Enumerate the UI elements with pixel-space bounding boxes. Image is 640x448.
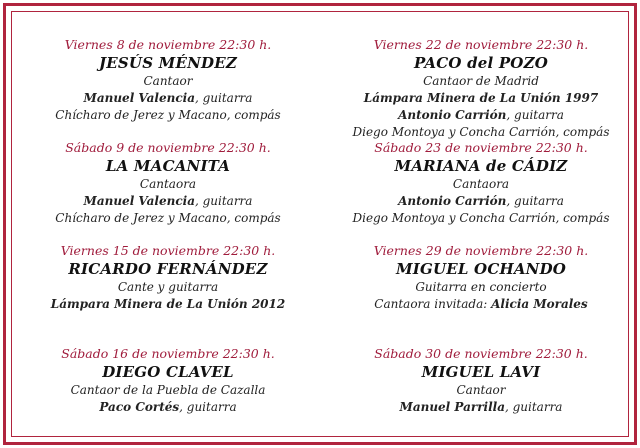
event-artist: JESÚS MÉNDEZ	[98, 54, 238, 72]
event-mariana-de-cadiz	[331, 139, 631, 242]
event-detail: Cantaor	[143, 74, 193, 88]
event-artist: DIEGO CLAVEL	[102, 363, 234, 381]
event-artist: MARIANA de CÁDIZ	[394, 157, 568, 175]
event-detail: Manuel Parrilla, guitarra	[399, 400, 563, 414]
event-detail	[18, 296, 318, 313]
event-artist: PACO del POZO	[414, 54, 548, 72]
event-date: Sábado 23 de noviembre 22:30 h.	[374, 140, 588, 155]
event-date: Viernes 22 de noviembre 22:30 h.	[373, 37, 589, 52]
event-detail: Chícharo de Jerez y Macano, compás	[55, 108, 281, 122]
event-detail: Cante y guitarra	[117, 280, 219, 294]
award-name: Lámpara Minera de La Unión 1997	[363, 91, 599, 105]
event-detail: Cantaor	[456, 383, 506, 397]
event-artist: MIGUEL OCHANDO	[395, 260, 567, 278]
event-detail: Guitarra en concierto	[415, 280, 547, 294]
event-detail: Cantaor de la Puebla de Cazalla	[70, 383, 266, 397]
event-ricardo-fernandez	[18, 242, 318, 345]
event-detail: Cantaora	[452, 177, 510, 191]
event-artist: RICARDO FERNÁNDEZ	[68, 260, 268, 278]
event-artist: LA MACANITA	[105, 157, 231, 175]
event-detail	[331, 90, 631, 107]
event-detail: Diego Montoya y Concha Carrión, compás	[352, 211, 610, 225]
event-detail: Manuel Valencia, guitarra	[83, 91, 253, 105]
event-detail: Diego Montoya y Concha Carrión, compás	[352, 125, 610, 139]
event-detail: Antonio Carrión, guitarra	[398, 194, 564, 208]
event-date: Viernes 29 de noviembre 22:30 h.	[373, 243, 589, 258]
event-date: Sábado 16 de noviembre 22:30 h.	[61, 346, 275, 361]
performer-name: Antonio Carrión	[398, 194, 507, 208]
event-detail: Antonio Carrión, guitarra	[398, 108, 564, 122]
event-miguel-ochando	[331, 242, 631, 345]
right-column	[331, 36, 631, 448]
event-detail: Cantaora invitada: Alicia Morales	[374, 297, 588, 311]
award-name: Lámpara Minera de La Unión 2012	[50, 297, 286, 311]
performer-name: Alicia Morales	[491, 297, 588, 311]
event-date: Viernes 15 de noviembre 22:30 h.	[60, 243, 276, 258]
event-diego-clavel	[18, 345, 318, 448]
event-date: Sábado 30 de noviembre 22:30 h.	[374, 346, 588, 361]
left-column	[18, 36, 318, 448]
event-la-macanita	[18, 139, 318, 242]
performer-name: Antonio Carrión	[398, 108, 507, 122]
event-detail: Chícharo de Jerez y Macano, compás	[55, 211, 281, 225]
event-miguel-lavi	[331, 345, 631, 448]
event-detail: Paco Cortés, guitarra	[99, 400, 237, 414]
event-detail: Cantaora	[139, 177, 197, 191]
event-detail: Manuel Valencia, guitarra	[83, 194, 253, 208]
event-jesus-mendez	[18, 36, 318, 139]
event-date: Viernes 8 de noviembre 22:30 h.	[64, 37, 272, 52]
performer-name: Manuel Parrilla	[399, 400, 505, 414]
event-detail: Cantaor de Madrid	[423, 74, 539, 88]
event-date: Sábado 9 de noviembre 22:30 h.	[65, 140, 271, 155]
performer-name: Manuel Valencia	[83, 91, 195, 105]
event-artist: MIGUEL LAVI	[421, 363, 541, 381]
performer-name: Paco Cortés	[99, 400, 180, 414]
event-paco-del-pozo	[331, 36, 631, 139]
performer-name: Manuel Valencia	[83, 194, 195, 208]
